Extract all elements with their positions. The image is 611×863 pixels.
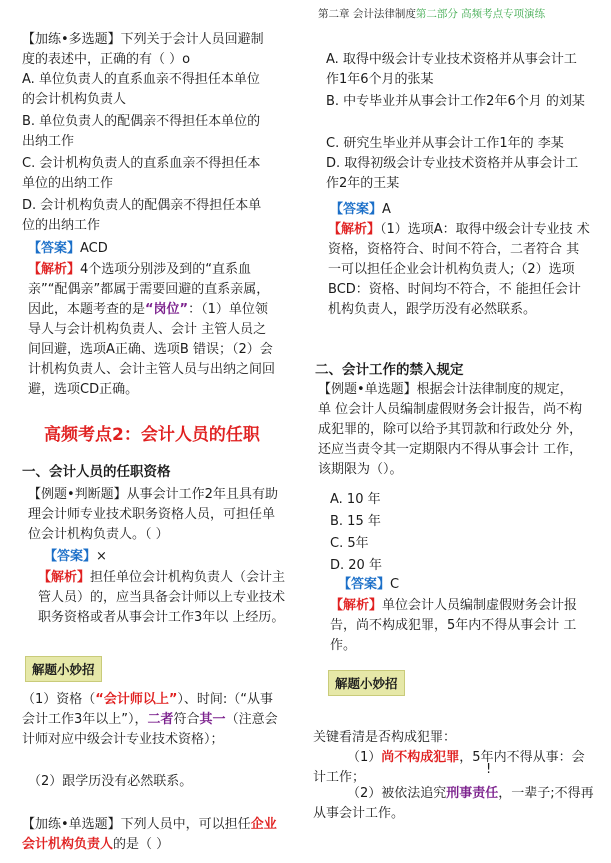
q3-answer [330,200,391,220]
subsection-2-title: 二、会计工作的禁入规定 [315,362,464,378]
tip-right-mark: ! [486,762,492,777]
q1-answer [28,239,108,259]
tip-text: （1） [347,750,382,765]
q1-option-a: A. 单位负责人的直系血亲不得担任本单位的会计机构负责人 [22,72,260,107]
tip-keyword: 其一 [199,712,226,727]
answer-value: C [390,577,400,592]
q1-tag: 【加练•多选题】 [22,32,121,47]
q2-tag: 【例题•判断题】 [28,487,127,502]
tip-keyword: “会计师以上” [95,692,178,707]
explain-text-b: ：（1）单位领导人与会计机构负责人、会计 主管人员之间回避，选项A正确、选项B 错误；（2）会计机构负责人、会计主管人员与出纳之间回避，选项CD正确。 [28,302,276,397]
q3-explanation [328,220,590,320]
q3-option-a: A. 取得中级会计专业技术资格并从事会计工作1年6个月的张某 [326,52,577,87]
q2-stem-text: 从事会计工作2年且具有助理会计师专业技术职务资格人员，可担任单位会计机构负责人。（ ） [28,487,278,542]
explain-text: 单位会计人员编制虚假财务会计报 告，尚不构成犯罪，5年内不得从事会计 工作。 [330,598,578,653]
header-part: 第二部分 高频考点专项演练 [415,8,546,20]
q4-option-d: D. 20 年 [330,558,382,573]
q4-option-a: A. 10 年 [330,492,381,507]
tip-keyword: 二者 [147,712,174,727]
explain-label: 【解析】 [28,262,81,277]
tip-text: ，5年内不得从事：会计工作； [313,750,585,785]
tip-left-line1 [22,690,284,750]
subsection-1-title: 一、会计人员的任职资格 [22,464,171,480]
explain-keyword: “岗位” [145,302,189,317]
section-title: 高频考点2：会计人员的任职 [44,425,260,445]
tip-text: （注意会计师对应中级会计专业技术资格）； [22,712,278,747]
tip-right-line2 [313,748,595,788]
q2-explanation [38,568,286,628]
q1-stem-text: 下列关于会计人员回避制度的表述中，正确的有（ ）o [22,32,264,67]
tip-text: ，一辈子;不得再从事会计工作。 [313,786,594,821]
tip-badge-right: 解题小妙招 [328,670,405,696]
q3-stem-text: 下列人员中，可以担任 [120,817,251,832]
q1-explanation [28,260,278,400]
explain-text: （1）选项A：取得中级会计专业技 术资格，资格符合、时间不符合，二者符合 其一可以担任企业会计机构负责人;（2）选项BCD：资格、时间均不符合，不 能担任会计机构负责人，跟学历没有必然联系。 [328,222,590,317]
q4-option-b: B. 15 年 [330,514,381,529]
explain-label: 【解析】 [38,570,91,585]
tip-left-line2: （2）跟学历没有必然联系。 [28,774,193,789]
tip-badge-left: 解题小妙招 [25,656,102,682]
q4-explanation [330,596,586,656]
q1-option-c: C. 会计机构负责人的直系血亲不得担任本单位的出纳工作 [22,156,261,191]
q4-option-c: C. 5年 [330,536,369,551]
q3-stem [22,815,278,855]
q2-answer [44,547,107,567]
q4-stem [318,380,584,480]
q1-stem [22,30,272,70]
page-header [318,6,545,21]
tip-keyword: 刑事责任 [446,786,499,801]
q3-tag: 【加练•单选题】 [22,817,121,832]
q3-option-d: D. 取得初级会计专业技术资格并从事会计工作2年的王某 [326,156,579,191]
answer-value: ACD [80,241,108,256]
q4-tag: 【例题•单选题】 [318,382,417,397]
q3-keyword: 企业会计机构负责人 [22,817,277,852]
q4-stem-text: 根据会计法律制度的规定，单 位会计人员编制虚假财务会计报告，尚不构 成犯罪的，除可以给予其罚款和行政处分 外，还应当责令其一定期限内不得从事会计 工作，该期限为（）。 [318,382,583,477]
answer-value: A [382,202,391,217]
q3-option-b: B. 中专毕业并从事会计工作2年6个月 的刘某 [326,94,585,109]
q2-stem [28,485,280,545]
header-chapter: 第二章 会计法律制度 [318,8,416,20]
answer-label: 【答案】 [330,202,383,217]
q4-answer [338,575,399,595]
tip-right-line3 [313,784,595,824]
q1-option-b: B. 单位负责人的配偶亲不得担任本单位的出纳工作 [22,114,261,149]
tip-text: 符合 [173,712,200,727]
explain-text: 担任单位会计机构负责人（会计主管人员）的，应当具备会计师以上专业技术职务资格或者从事会计工作3年以 上经历。 [38,570,286,625]
explain-label: 【解析】 [328,222,381,237]
answer-label: 【答案】 [338,577,391,592]
q1-option-d: D. 会计机构负责人的配偶亲不得担任本单位的出纳工作 [22,198,262,233]
tip-keyword: 尚不构成犯罪 [381,750,460,765]
answer-label: 【答案】 [44,549,97,564]
explain-text-a: 4个选项分别涉及到的“直系血亲”“配偶亲”都属于需要回避的直系亲属，因此，本题考查的是 [28,262,270,317]
q3-option-c: C. 研究生毕业并从事会计工作1年的 李某 [326,136,564,151]
explain-label: 【解析】 [330,598,383,613]
answer-value: × [96,549,107,564]
tip-text: ）、时间:（“从事会计工作3年以上”）， [22,692,273,727]
tip-text: （1）资格（ [22,692,96,707]
tip-text: （2）被依法追究 [347,786,447,801]
q3-stem-text: 的是（ ） [113,837,170,852]
answer-label: 【答案】 [28,241,81,256]
tip-right-line1: 关键看清是否构成犯罪： [313,730,457,745]
